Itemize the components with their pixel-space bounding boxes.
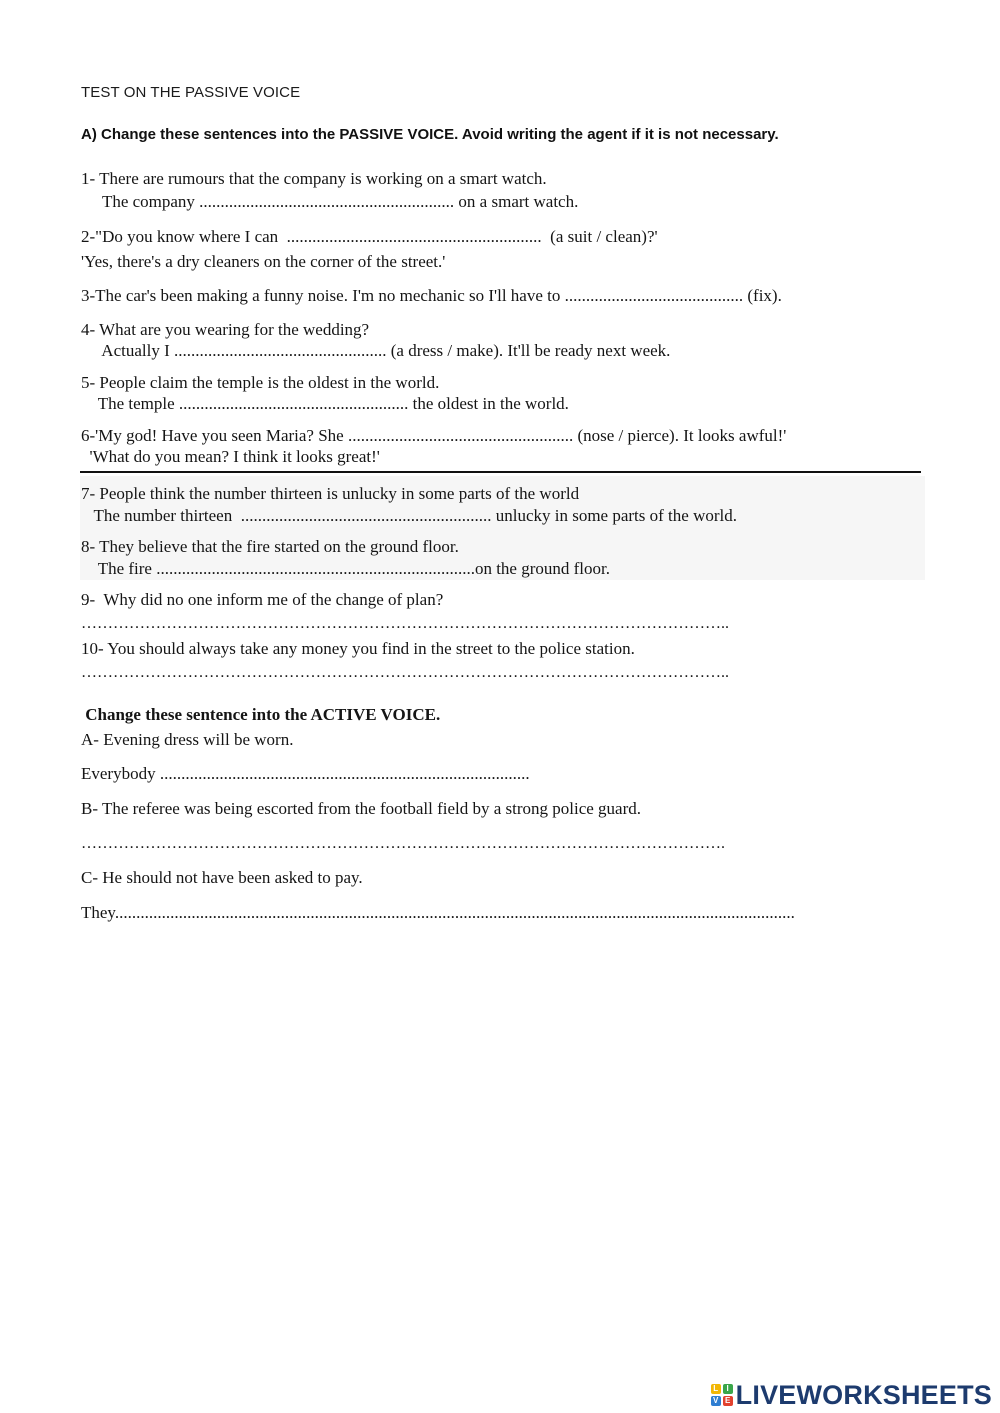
liveworksheets-logo[interactable] — [711, 1381, 992, 1409]
item-6-reply: 'What do you mean? I think it looks great!' — [81, 447, 380, 466]
worksheet-title: TEST ON THE PASSIVE VOICE — [81, 84, 301, 101]
item-9-answer-line[interactable]: ………………………………………………………………………………………………………….. — [81, 615, 729, 632]
item-a-prompt: A- Evening dress will be worn. — [81, 730, 294, 749]
item-7-answer-line[interactable]: The number thirteen ........................................................... unlucky in some parts of the world. — [81, 506, 737, 525]
item-8-answer-line[interactable]: The fire ...........................................................................on the ground floor. — [81, 559, 611, 578]
item-a-answer-line[interactable]: Everybody ....................................................................................... — [81, 764, 530, 783]
logo-mark-cell: I — [723, 1384, 733, 1394]
item-1-answer-line[interactable]: The company ............................................................ on a smart watch. — [81, 192, 579, 211]
logo-mark-cell: E — [723, 1396, 733, 1406]
item-b-answer-line[interactable]: …………………………………………………………………………………………………………. — [81, 835, 725, 852]
item-4-answer-line[interactable]: Actually I .................................................. (a dress / make). It'll be ready next week. — [81, 341, 671, 360]
logo-mark-cell: L — [711, 1384, 721, 1394]
item-6-prompt[interactable]: 6-'My god! Have you seen Maria? She ..................................................... (nose / pierce). It looks awful!' — [81, 426, 787, 445]
item-1-prompt: 1- There are rumours that the company is working on a smart watch. — [81, 169, 547, 188]
item-9-prompt: 9- Why did no one inform me of the change of plan? — [81, 590, 444, 609]
item-5-answer-line[interactable]: The temple ...................................................... the oldest in the world. — [81, 394, 569, 413]
item-4-prompt: 4- What are you wearing for the wedding? — [81, 320, 370, 339]
item-2-reply: 'Yes, there's a dry cleaners on the corner of the street.' — [81, 252, 446, 271]
item-b-prompt: B- The referee was being escorted from the football field by a strong police guard. — [81, 799, 642, 818]
item-10-answer-line[interactable]: ………………………………………………………………………………………………………….. — [81, 664, 729, 681]
item-10-prompt: 10- You should always take any money you find in the street to the police station. — [81, 639, 635, 658]
logo-mark-icon — [711, 1384, 733, 1406]
logo-mark-cell: V — [711, 1396, 721, 1406]
item-2-prompt[interactable]: 2-"Do you know where I can ............................................................ (a suit / clean)?' — [81, 227, 658, 246]
item-c-answer-line[interactable]: They................................................................................................................................................................ — [81, 903, 795, 922]
item-3-prompt[interactable]: 3-The car's been making a funny noise. I'm no mechanic so I'll have to .......................................... (fix). — [81, 286, 782, 305]
item-5-prompt: 5- People claim the temple is the oldest in the world. — [81, 373, 440, 392]
section-a-instruction: A) Change these sentences into the PASSIVE VOICE. Avoid writing the agent if it is not necessary. — [81, 126, 779, 143]
section-b-heading: Change these sentence into the ACTIVE VOICE. — [81, 705, 441, 724]
logo-text: LIVEWORKSHEETS — [735, 1379, 992, 1410]
item-7-prompt: 7- People think the number thirteen is unlucky in some parts of the world — [81, 484, 580, 503]
section-divider — [80, 471, 921, 473]
item-c-prompt: C- He should not have been asked to pay. — [81, 868, 363, 887]
item-8-prompt: 8- They believe that the fire started on the ground floor. — [81, 537, 459, 556]
